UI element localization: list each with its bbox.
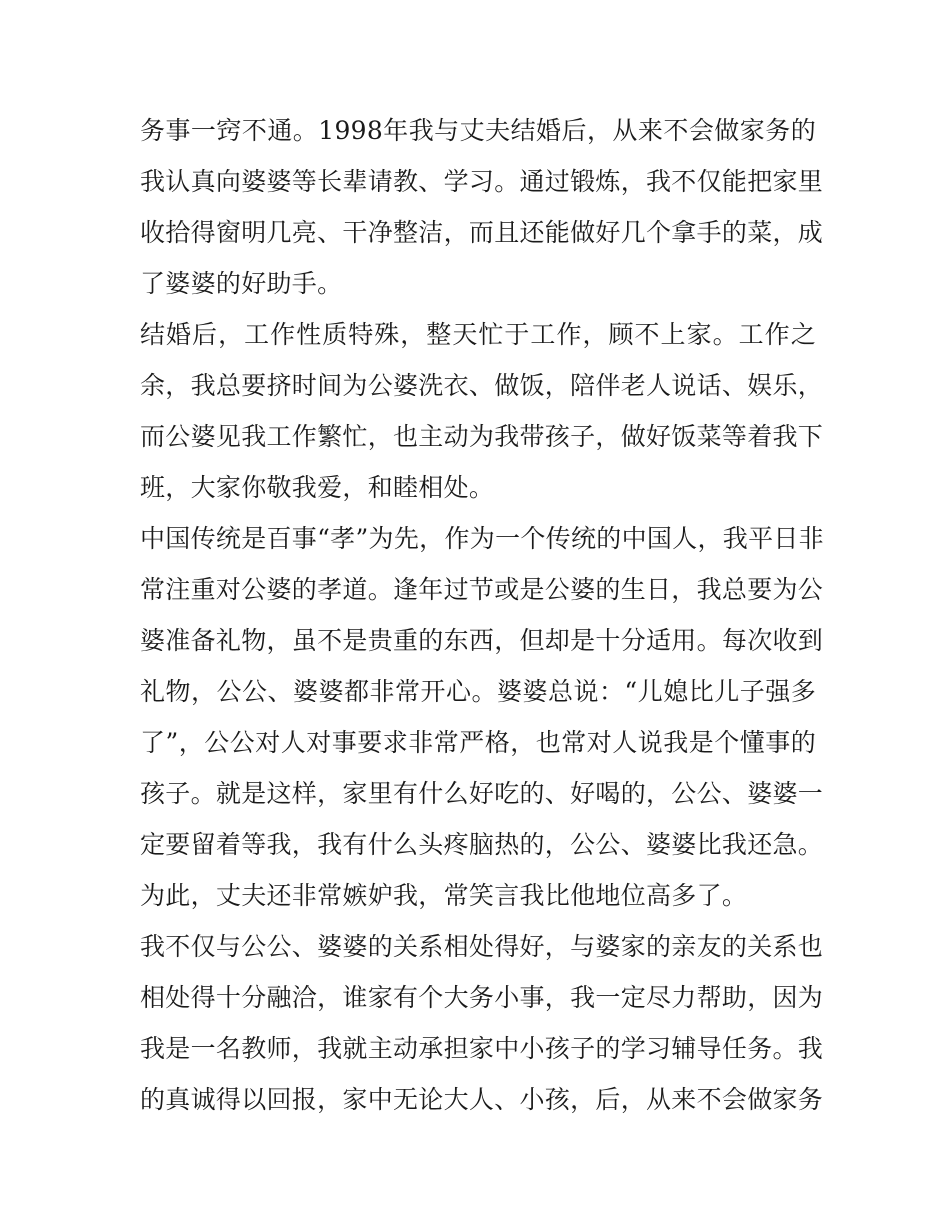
text-line: 而公婆见我工作繁忙，也主动为我带孩子，做好饭菜等着我下 [140, 422, 824, 451]
text-line: 定要留着等我，我有什么头疼脑热的，公公、婆婆比我还急。 [140, 830, 824, 859]
text-line: 收拾得窗明几亮、干净整洁，而且还能做好几个拿手的菜，成 [140, 218, 824, 247]
document-body [140, 108, 824, 1128]
text-line: 我是一名教师，我就主动承担家中小孩子的学习辅导任务。我 [140, 1034, 824, 1063]
text-line: 务事一窍不通。1998年我与丈夫结婚后，从来不会做家务的 [140, 116, 816, 145]
text-line: 中国传统是百事“孝”为先，作为一个传统的中国人，我平日非 [140, 524, 824, 553]
text-line: 班，大家你敬我爱，和睦相处。 [140, 473, 495, 502]
text-line: 孩子。就是这样，家里有什么好吃的、好喝的，公公、婆婆一 [140, 779, 824, 808]
text-line: 余，我总要挤时间为公婆洗衣、做饭，陪伴老人说话、娱乐， [140, 371, 824, 400]
text-line: 为此，丈夫还非常嫉妒我，常笑言我比他地位高多了。 [140, 881, 748, 910]
text-line: 常注重对公婆的孝道。逢年过节或是公婆的生日，我总要为公 [140, 575, 824, 604]
text-line: 相处得十分融洽，谁家有个大务小事，我一定尽力帮助，因为 [140, 983, 824, 1012]
text-line: 婆准备礼物，虽不是贵重的东西，但却是十分适用。每次收到 [140, 626, 824, 655]
text-line: 结婚后，工作性质特殊，整天忙于工作，顾不上家。工作之 [140, 320, 816, 349]
text-line: 我不仅与公公、婆婆的关系相处得好，与婆家的亲友的关系也 [140, 932, 824, 961]
text-line: 的真诚得以回报，家中无论大人、小孩，后，从来不会做家务 [140, 1085, 824, 1114]
text-line: 了”，公公对人对事要求非常严格，也常对人说我是个懂事的 [140, 728, 816, 757]
text-line: 礼物，公公、婆婆都非常开心。婆婆总说：“儿媳比儿子强多 [140, 677, 816, 706]
text-line: 我认真向婆婆等长辈请教、学习。通过锻炼，我不仅能把家里 [140, 167, 824, 196]
text-line: 了婆婆的好助手。 [140, 269, 343, 298]
